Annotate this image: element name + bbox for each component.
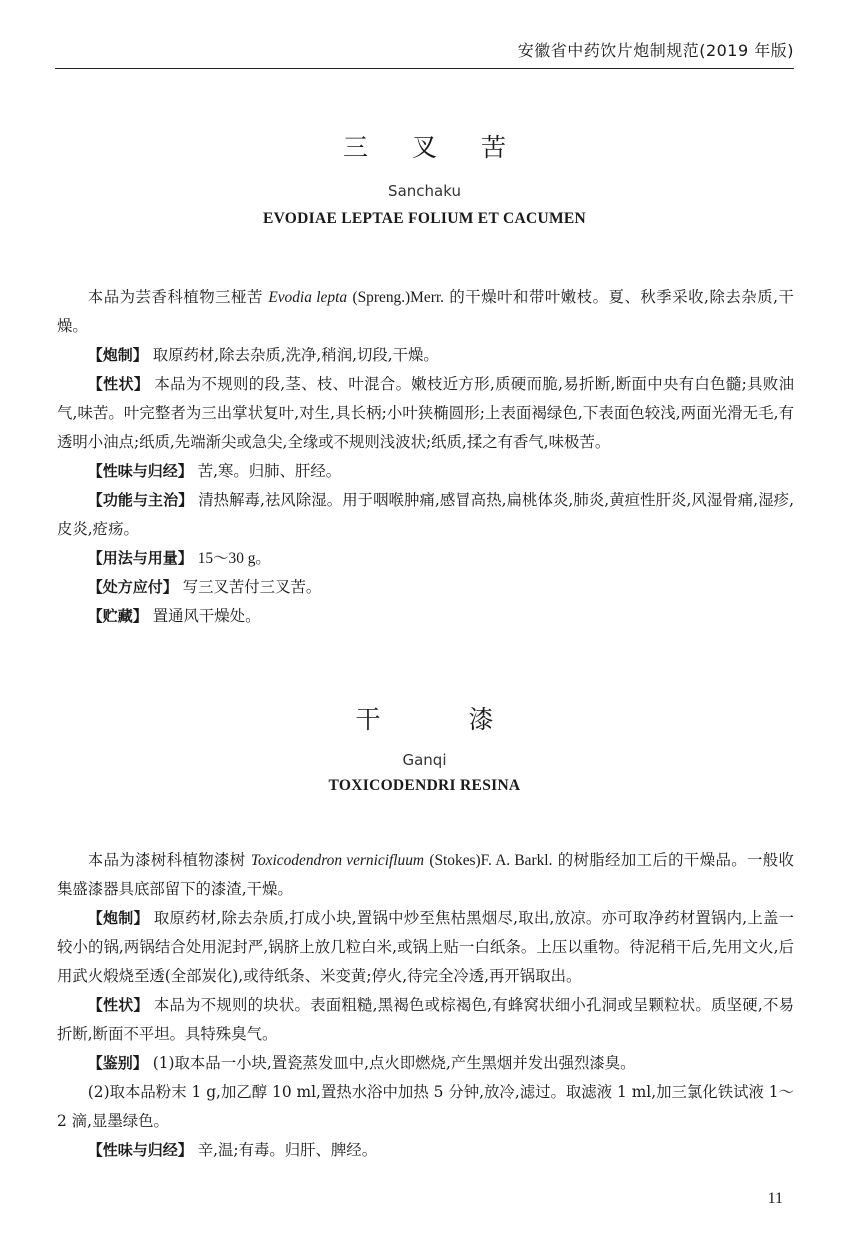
entry1-cn-name: 三 叉 苦 — [343, 133, 524, 162]
section-text: 苦,寒。归肺、肝经。 — [197, 462, 342, 480]
section-text: 辛,温;有毒。归肝、脾经。 — [197, 1141, 378, 1159]
entry2-author: (Stokes)F. A. Barkl. — [429, 852, 553, 869]
entry2-pinyin: Ganqi — [402, 751, 447, 769]
section-text: 取原药材,除去杂质,洗净,稍润,切段,干燥。 — [152, 346, 439, 364]
entry1-section — [57, 544, 794, 573]
entry2-cn-name: 干 漆 — [355, 705, 534, 734]
running-header: 安徽省中药饮片炮制规范(2019 年版) — [55, 38, 794, 69]
section-label: 【炮制】 — [87, 909, 149, 927]
section-label: 【炮制】 — [87, 346, 148, 364]
section-label: 【鉴别】 — [87, 1054, 148, 1072]
entry2-body — [57, 846, 794, 1165]
entry1-intro-post: 的干燥叶和带叶嫩枝。夏、秋季采收,除去杂质,干燥。 — [57, 288, 794, 335]
section-text: 置通风干燥处。 — [152, 607, 261, 625]
entry1-author: (Spreng.)Merr. — [352, 289, 444, 306]
entry1-intro — [57, 283, 794, 341]
entry2-section — [57, 991, 794, 1049]
entry1-section — [57, 602, 794, 631]
entry1-intro-pre: 本品为芸香科植物三桠苦 — [87, 288, 263, 306]
entry1-section — [57, 486, 794, 544]
entry2-title-block — [55, 700, 794, 736]
entry1-title-block — [55, 128, 794, 164]
section-text: (1)取本品一小块,置瓷蒸发皿中,点火即燃烧,产生黑烟并发出强烈漆臭。 — [152, 1054, 636, 1072]
entry2-intro-pre: 本品为漆树科植物漆树 — [87, 851, 246, 869]
entry1-section — [57, 457, 794, 486]
entry1-section — [57, 573, 794, 602]
section-label: 【性味与归经】 — [87, 1141, 193, 1159]
entry2-identification-2: (2)取本品粉末 1 g,加乙醇 10 ml,置热水浴中加热 5 分钟,放冷,滤过。取滤液 1 ml,加三氯化铁试液 1～2 滴,显墨绿色。 — [57, 1083, 794, 1130]
section-label: 【功能与主治】 — [87, 491, 194, 509]
entry2-species: Toxicodendron vernicifluum — [250, 852, 425, 869]
entry1-body — [57, 283, 794, 631]
section-label: 【处方应付】 — [87, 578, 178, 596]
section-label: 【性味与归经】 — [87, 462, 193, 480]
entry2-section — [57, 1136, 794, 1165]
section-text: 取原药材,除去杂质,打成小块,置锅中炒至焦枯黑烟尽,取出,放凉。亦可取净药材置锅内,上盖一较小的锅,两锅结合处用泥封严,锅脐上放几粒白米,或锅上贴一白纸条。上压以重物。待泥稍干后,先用文火,后用武火煅烧至透(全部炭化),或待纸条、米变黄;停火,待完全冷透,再开锅取出。 — [57, 909, 794, 985]
section-text: 本品为不规则的块状。表面粗糙,黑褐色或棕褐色,有蜂窝状细小孔洞或呈颗粒状。质坚硬,不易折断,断面不平坦。具特殊臭气。 — [57, 996, 794, 1043]
entry2-latin-name: TOXICODENDRI RESINA — [328, 777, 521, 794]
entry1-species: Evodia lepta — [268, 289, 348, 306]
entry1-section — [57, 370, 794, 457]
entry2-intro-post: 的树脂经加工后的干燥品。一般收集盛漆器具底部留下的漆渣,干燥。 — [57, 851, 794, 898]
entry1-section — [57, 341, 794, 370]
entry2-intro — [57, 846, 794, 904]
section-text: 本品为不规则的段,茎、枝、叶混合。嫩枝近方形,质硬而脆,易折断,断面中央有白色髓;具败油气,味苦。叶完整者为三出掌状复叶,对生,具长柄;小叶狭椭圆形;上表面褐绿色,下表面色较浅,两面光滑无毛,有透明小油点;纸质,先端渐尖或急尖,全缘或不规则浅波状;纸质,揉之有香气,味极苦。 — [57, 375, 794, 451]
page-number: 11 — [767, 1190, 783, 1207]
entry1-latin-name: EVODIAE LEPTAE FOLIUM ET CACUMEN — [262, 210, 587, 227]
section-label: 【贮藏】 — [87, 607, 148, 625]
section-text: 清热解毒,祛风除湿。用于咽喉肿痛,感冒高热,扁桃体炎,肺炎,黄疸性肝炎,风湿骨痛,湿疹,皮炎,疮疡。 — [57, 491, 794, 538]
entry2-section — [57, 904, 794, 991]
entry1-pinyin: Sanchaku — [388, 182, 461, 200]
section-label: 【用法与用量】 — [87, 549, 193, 567]
section-label: 【性状】 — [87, 375, 150, 393]
section-text: 写三叉苦付三叉苦。 — [182, 578, 322, 596]
entry2-section — [57, 1049, 794, 1078]
section-label: 【性状】 — [87, 996, 149, 1014]
section-text: 15～30 g。 — [197, 550, 271, 567]
